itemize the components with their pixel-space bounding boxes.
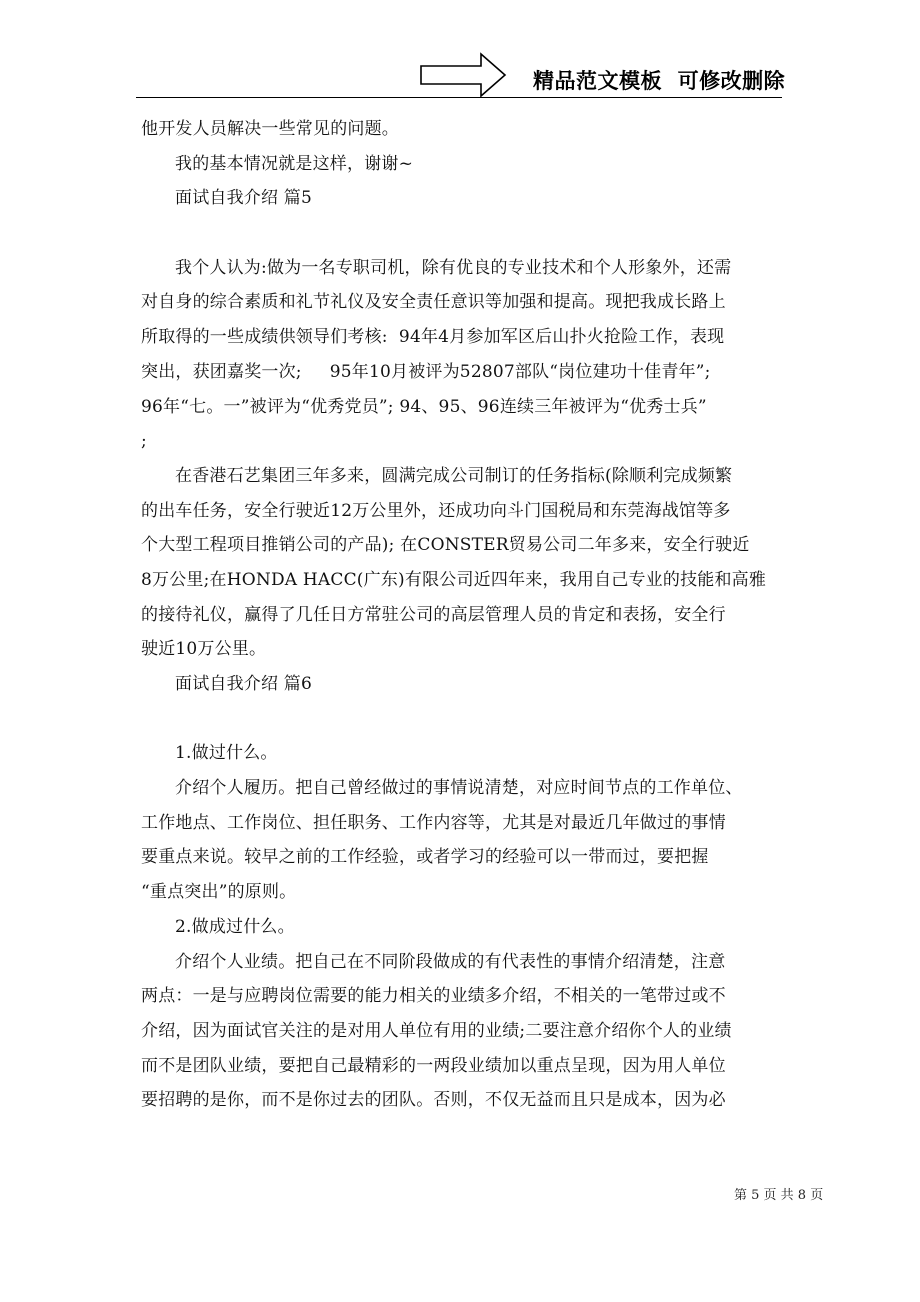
text-line: 面试自我介绍 篇5 xyxy=(175,188,313,209)
text-line: 要招聘的是你，而不是你过去的团队。否则，不仅无益而且只是成本，因为必 xyxy=(141,1090,726,1111)
text-line: 8万公里;在HONDA HACC(广东)有限公司近四年来，我用自己专业的技能和高雅 xyxy=(141,569,767,590)
blank-line xyxy=(141,216,781,251)
text-line: 介绍个人履历。把自己曾经做过的事情说清楚，对应时间节点的工作单位、 xyxy=(175,778,743,799)
document-body xyxy=(141,112,781,1118)
text-line: 而不是团队业绩，要把自己最精彩的一两段业绩加以重点呈现，因为用人单位 xyxy=(141,1055,726,1076)
header-divider xyxy=(136,97,782,98)
header-title: 精品范文模板 可修改删除 xyxy=(533,69,786,93)
text-line: 突出，获团嘉奖一次; 95年10月被评为52807部队“岗位建功十佳青年”; xyxy=(141,361,711,382)
text-line: 他开发人员解决一些常见的问题。 xyxy=(141,119,399,139)
arrow-right-icon xyxy=(419,52,507,98)
text-line: 的出车任务，安全行驶近12万公里外，还成功向斗门国税局和东莞海战馆等多 xyxy=(141,500,731,521)
text-line: 我个人认为:做为一名专职司机，除有优良的专业技术和个人形象外，还需 xyxy=(175,257,732,278)
text-line: 要重点来说。较早之前的工作经验，或者学习的经验可以一带而过，要把握 xyxy=(141,847,709,868)
text-line: ; xyxy=(141,431,147,452)
text-line: “重点突出”的原则。 xyxy=(141,882,297,903)
page-number: 第 5 页 共 8 页 xyxy=(734,1188,824,1203)
text-line: 两点：一是与应聘岗位需要的能力相关的业绩多介绍，不相关的一笔带过或不 xyxy=(141,986,726,1007)
text-line: 的接待礼仪，赢得了几任日方常驻公司的高层管理人员的肯定和表扬，安全行 xyxy=(141,604,726,625)
text-line: 介绍，因为面试官关注的是对用人单位有用的业绩;二要注意介绍你个人的业绩 xyxy=(141,1020,732,1041)
blank-line xyxy=(141,702,781,737)
text-line: 面试自我介绍 篇6 xyxy=(175,674,313,694)
text-line: 工作地点、工作岗位、担任职务、工作内容等，尤其是对最近几年做过的事情 xyxy=(141,812,726,833)
text-line: 我的基本情况就是这样，谢谢~ xyxy=(175,153,414,174)
text-line: 对自身的综合素质和礼节礼仪及安全责任意识等加强和提高。现把我成长路上 xyxy=(141,292,726,313)
page-header xyxy=(0,0,920,110)
text-line: 驶近10万公里。 xyxy=(141,639,267,660)
text-line: 介绍个人业绩。把自己在不同阶段做成的有代表性的事情介绍清楚，注意 xyxy=(175,951,726,972)
text-line: 个大型工程项目推销公司的产品); 在CONSTER贸易公司二年多来，安全行驶近 xyxy=(141,535,750,556)
text-line: 1.做过什么。 xyxy=(175,743,278,764)
text-line: 在香港石艺集团三年多来，圆满完成公司制订的任务指标(除顺利完成频繁 xyxy=(175,465,733,486)
text-line: 所取得的一些成绩供领导们考核: 94年4月参加军区后山扑火抢险工作，表现 xyxy=(141,327,725,348)
text-line: 96年“七。一”被评为“优秀党员”; 94、95、96连续三年被评为“优秀士兵” xyxy=(141,396,707,417)
text-line: 2.做成过什么。 xyxy=(175,916,295,937)
